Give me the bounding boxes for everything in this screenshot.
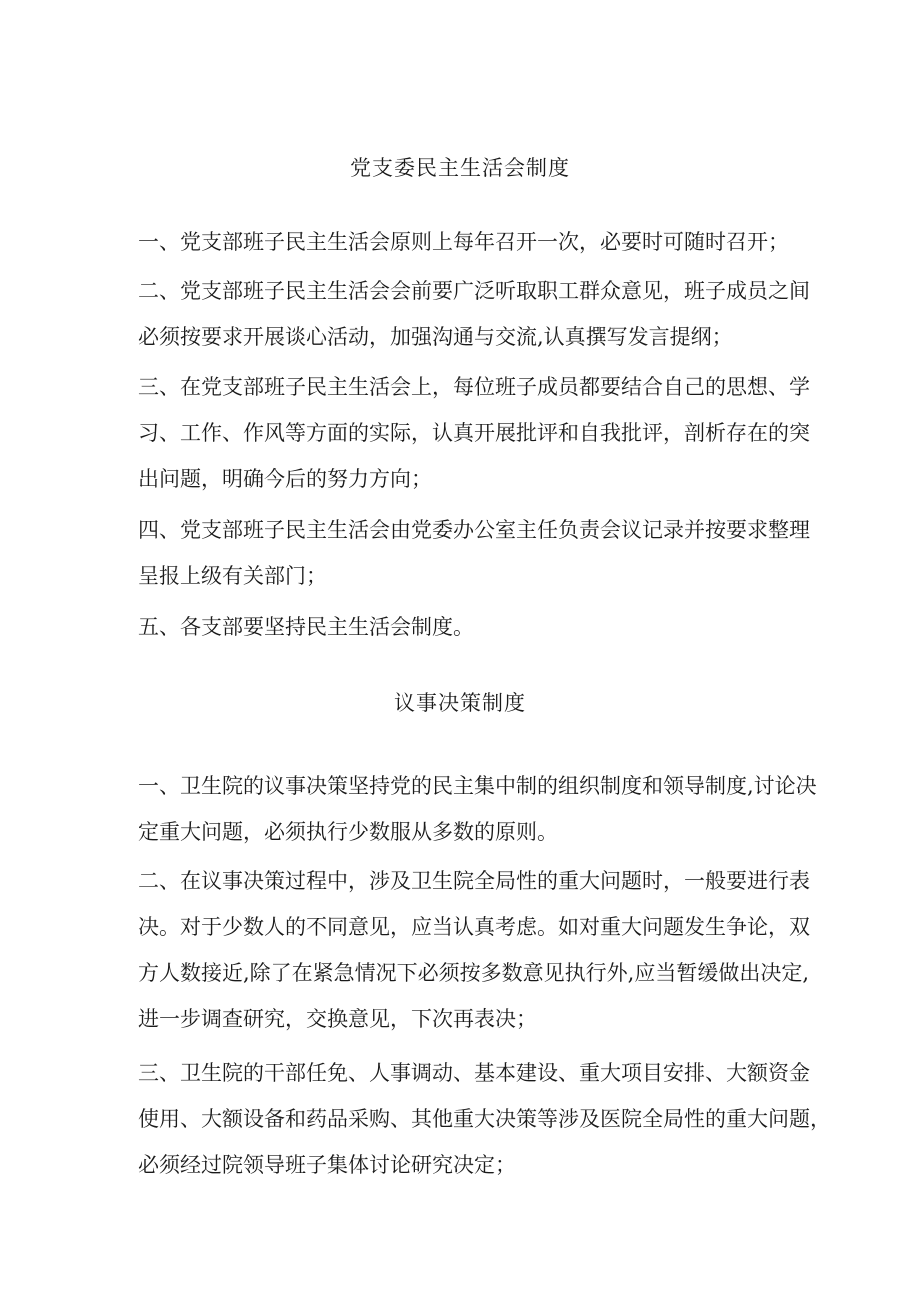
section1-item-2 <box>138 268 810 360</box>
section1-item-3 <box>138 364 810 502</box>
section1-title: 党支委民主生活会制度 <box>350 156 570 180</box>
text-line: 决。对于少数人的不同意见，应当认真考虑。如对重大问题发生争论，双 <box>138 915 810 939</box>
text-line: 二、党支部班子民主生活会会前要广泛听取职工群众意见，班子成员之间 <box>138 279 810 303</box>
text-line: 必须按要求开展谈心活动，加强沟通与交流,认真撰写发言提纲； <box>138 325 733 349</box>
section2-title: 议事决策制度 <box>394 691 526 715</box>
section1-item-4 <box>138 507 810 599</box>
text-line: 四、党支部班子民主生活会由党委办公室主任负责会议记录并按要求整理 <box>138 518 810 542</box>
text-line: 三、在党支部班子民主生活会上，每位班子成员都要结合自己的思想、学 <box>138 375 810 399</box>
section1-item-5 <box>138 604 788 650</box>
text-line: 五、各支部要坚持民主生活会制度。 <box>138 615 474 639</box>
text-line: 一、卫生院的议事决策坚持党的民主集中制的组织制度和领导制度,讨论决 <box>138 774 817 798</box>
text-line: 呈报上级有关部门； <box>138 564 327 588</box>
text-line: 使用、大额设备和药品采购、其他重大决策等涉及医院全局性的重大问题， <box>138 1107 831 1131</box>
section2-item-2 <box>138 858 810 1042</box>
text-line: 二、在议事决策过程中，涉及卫生院全局性的重大问题时，一般要进行表 <box>138 869 810 893</box>
text-line: 出问题，明确今后的努力方向； <box>138 467 432 491</box>
text-line: 进一步调查研究，交换意见，下次再表决； <box>138 1007 537 1031</box>
section2-item-1 <box>138 763 817 855</box>
text-line: 一、党支部班子民主生活会原则上每年召开一次，必要时可随时召开； <box>138 230 789 254</box>
text-line: 三、卫生院的干部任免、人事调动、基本建设、重大项目安排、大额资金 <box>138 1061 810 1085</box>
section1-item-1 <box>138 219 788 265</box>
text-line: 习、工作、作风等方面的实际，认真开展批评和自我批评，剖析存在的突 <box>138 421 810 445</box>
text-line: 定重大问题，必须执行少数服从多数的原则。 <box>138 820 558 844</box>
text-line: 必须经过院领导班子集体讨论研究决定； <box>138 1153 516 1177</box>
text-line: 方人数接近,除了在紧急情况下必须按多数意见执行外,应当暂缓做出决定, <box>138 961 810 985</box>
section2-item-3 <box>138 1050 831 1188</box>
